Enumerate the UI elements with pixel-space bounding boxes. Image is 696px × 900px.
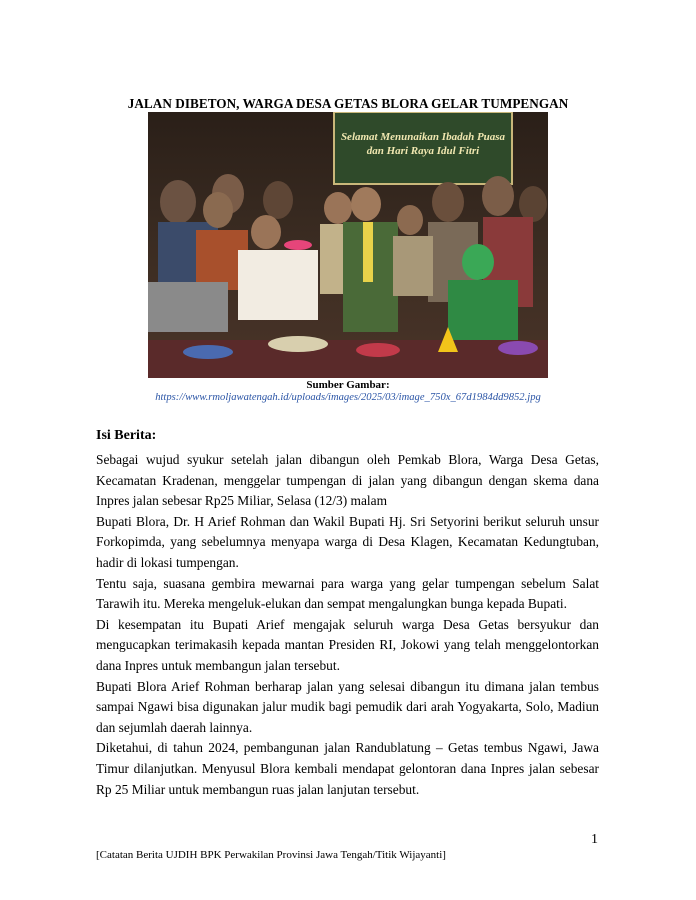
banner-line-1: Selamat Menunaikan Ibadah Puasa [340, 131, 506, 143]
section-heading: Isi Berita: [96, 428, 157, 443]
page-footer: [Catatan Berita UJDIH BPK Perwakilan Provinsi Jawa Tengah/Titik Wijayanti] [96, 849, 446, 861]
paragraph: Diketahui, di tahun 2024, pembangunan jalan Randublatung – Getas tembus Ngawi, Jawa Timur dilanjutkan. Menyusul Blora kembali mendapat gelontoran dana Inpres jalan sebesar Rp 25 Miliar untuk membangun ruas jalan lanjutan tersebut. [96, 740, 599, 797]
document-title: JALAN DIBETON, WARGA DESA GETAS BLORA GELAR TUMPENGAN [127, 96, 569, 111]
paragraph: Bupati Blora, Dr. H Arief Rohman dan Wakil Bupati Hj. Sri Setyorini berikut seluruh unsur Forkopimda, yang sebelumnya menyapa warga di Desa Klagen, Kecamatan Kedungtuban, hadir di lokasi tumpengan. [96, 513, 599, 570]
page-number: 1 [591, 832, 598, 847]
paragraph: Bupati Blora Arief Rohman berharap jalan yang selesai dibangun itu dimana jalan tembus sampai Ngawi bisa digunakan jalur mudik bagi pemudik dari arah Yogyakarta, Solo, Madiun dan sejumlah daerah lainnya. [96, 678, 599, 735]
image-caption-label: Sumber Gambar: [306, 379, 390, 391]
paragraph: Sebagai wujud syukur setelah jalan dibangun oleh Pemkab Blora, Warga Desa Getas, Kecamatan Kradenan, menggelar tumpengan di jalan yang dibangun dengan skema dana Inpres jalan sebesar Rp25 Miliar, Selasa (12/3) malam [96, 452, 599, 509]
image-source-link[interactable]: https://www.rmoljawatengah.id/uploads/images/2025/03/image_750x_67d1984dd9852.jpg [155, 392, 541, 403]
article-body [96, 450, 599, 800]
news-photo [148, 112, 548, 378]
banner-line-2: dan Hari Raya Idul Fitri [366, 145, 480, 157]
paragraph: Di kesempatan itu Bupati Arief mengajak seluruh warga Desa Getas bersyukur dan mengucapkan terimakasih kepada mantan Presiden RI, Jokowi yang telah menggelontorkan dana Inpres untuk membangun jalan tersebut. [96, 616, 599, 673]
paragraph: Tentu saja, suasana gembira mewarnai para warga yang gelar tumpengan sebelum Salat Tarawih itu. Mereka mengeluk-elukan dan sempat mengalungkan bunga kepada Bupati. [96, 575, 599, 612]
